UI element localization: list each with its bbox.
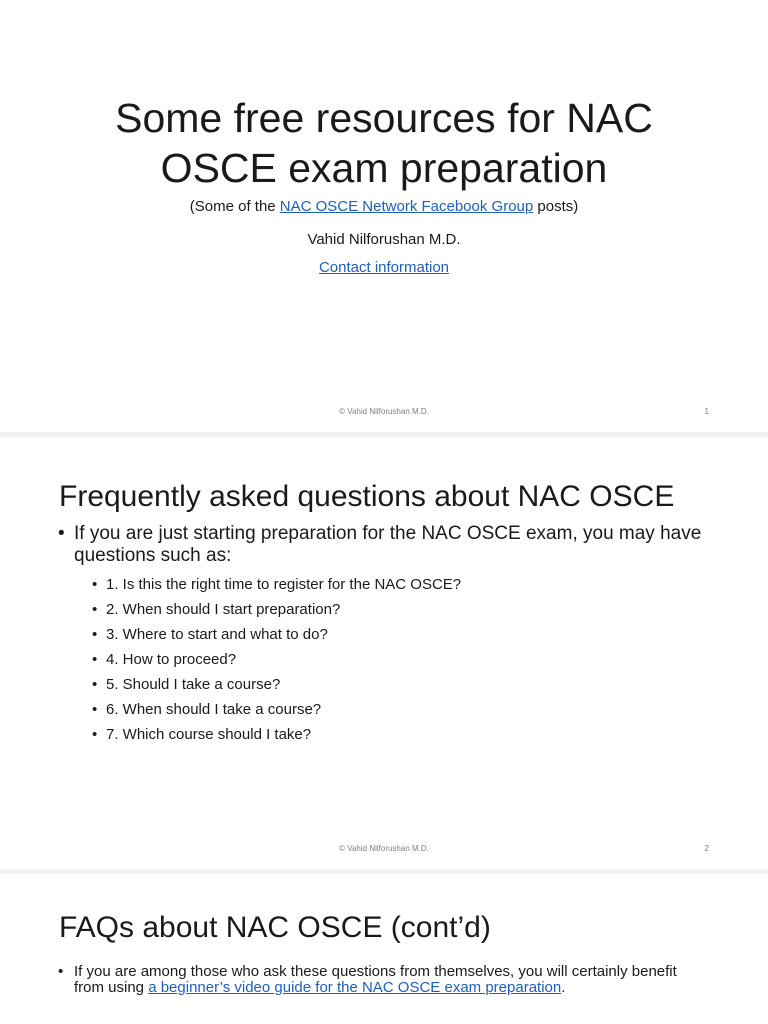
- list-item: • 5. Should I take a course?: [92, 675, 708, 694]
- title-line-1: Some free resources for NAC: [115, 95, 653, 141]
- slide-1-title: [40, 93, 728, 193]
- contact-line: [40, 258, 728, 278]
- slide-footer: © Vahid Nilforushan M.D.: [339, 844, 429, 853]
- faq-list: [58, 523, 708, 750]
- slide-1: [0, 0, 768, 432]
- list-item: • 7. Which course should I take?: [92, 725, 708, 744]
- facebook-group-link[interactable]: NAC OSCE Network Facebook Group: [279, 198, 534, 215]
- bullet-prefix: If you are among those who ask these questions from themselves, you will certainly benefit from using: [74, 963, 677, 996]
- video-guide-link[interactable]: a beginner’s video guide for the NAC OSCE exam preparation: [148, 979, 562, 996]
- page-number: 2: [704, 844, 709, 853]
- slide-2-title: Frequently asked questions about NAC OSCE: [59, 480, 675, 513]
- list-item: • 2. When should I start preparation?: [92, 600, 708, 619]
- subtitle-prefix: (Some of the: [189, 198, 280, 215]
- contact-information-link[interactable]: Contact information: [318, 259, 450, 276]
- subtitle: [40, 197, 728, 217]
- subtitle-suffix: posts): [533, 198, 579, 215]
- slide-3-title: FAQs about NAC OSCE (cont’d): [59, 911, 491, 944]
- list-item: • 4. How to proceed?: [92, 650, 708, 669]
- author-name: Vahid Nilforushan M.D.: [307, 231, 461, 248]
- list-item: • 3. Where to start and what to do?: [92, 625, 708, 644]
- faq-intro-text: If you are just starting preparation for the NAC OSCE exam, you may have questions such as:: [74, 523, 702, 566]
- list-item: [58, 964, 708, 996]
- list-item: • 6. When should I take a course?: [92, 700, 708, 719]
- slide-footer: © Vahid Nilforushan M.D.: [339, 407, 429, 416]
- bullet-suffix: .: [561, 979, 566, 996]
- list-item: • 1. Is this the right time to register for the NAC OSCE?: [92, 575, 708, 594]
- title-line-2: OSCE exam preparation: [160, 145, 608, 191]
- faq-intro-bullet: [58, 523, 708, 744]
- page-number: 1: [704, 407, 709, 416]
- slide-3-list: [58, 964, 708, 996]
- question-list: [74, 575, 708, 744]
- slide-3: [0, 874, 768, 1024]
- slide-2: [0, 437, 768, 869]
